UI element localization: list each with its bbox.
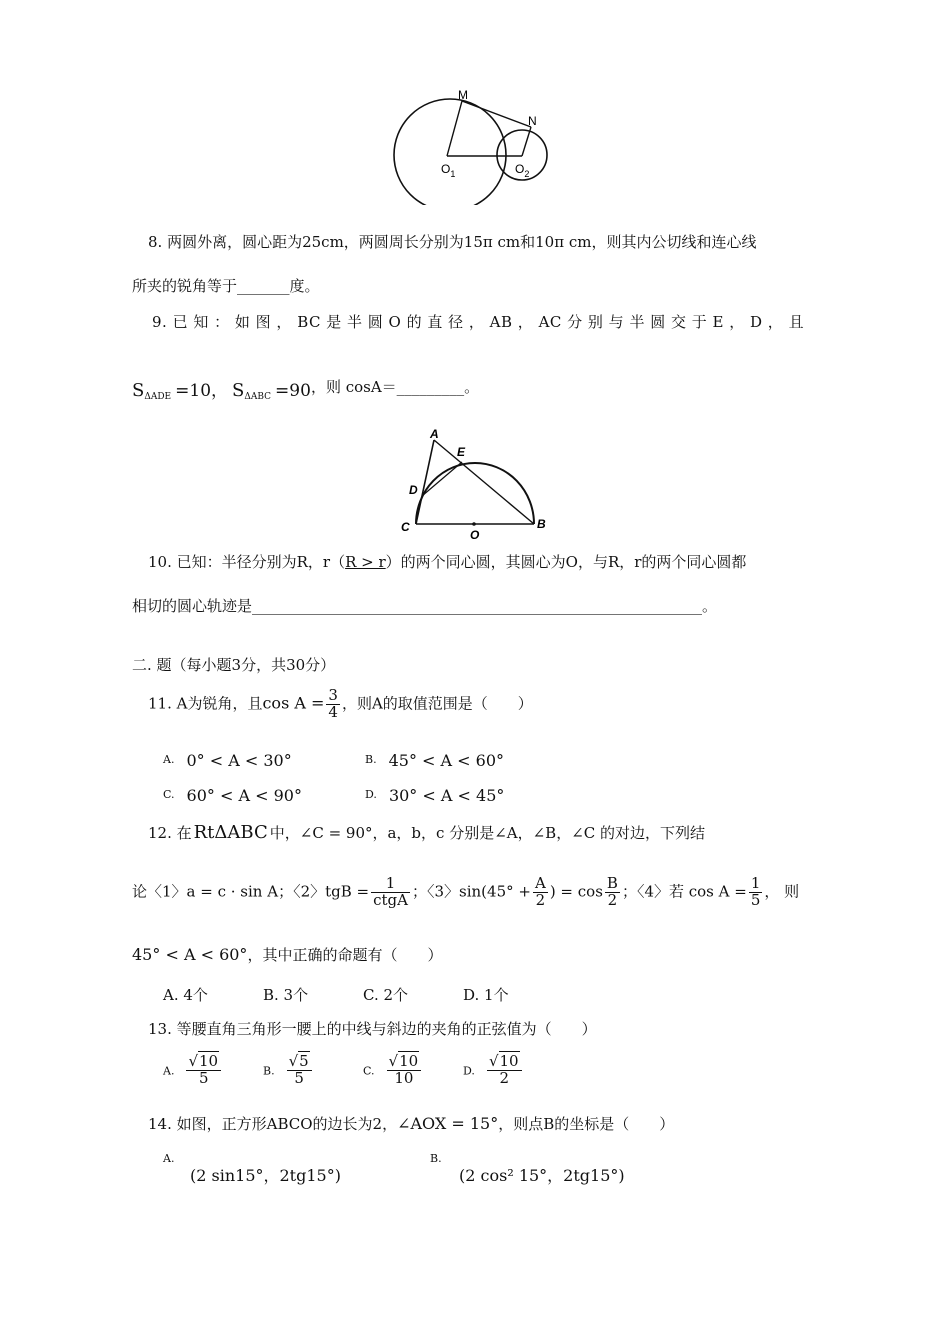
q13-option-c[interactable]: C. $\frac{√10}{10}$ bbox=[363, 1054, 423, 1087]
label-o1: $O_1$ bbox=[441, 162, 456, 179]
label-n: N bbox=[528, 114, 537, 128]
large-circle-o1 bbox=[394, 99, 506, 205]
q13-option-a[interactable]: A. $\frac{√10}{5}$ bbox=[163, 1054, 223, 1087]
q13-option-b[interactable]: B. $\frac{√5}{5}$ bbox=[263, 1054, 314, 1087]
radius-o2n bbox=[522, 127, 531, 156]
q11-option-c[interactable]: $^{C.}$ 60° < A < 90° bbox=[163, 786, 302, 805]
question-11: 11. A为锐角，且cos A = $\frac{3}{4}$ ，则A的取值范围是（ ） bbox=[148, 686, 533, 721]
label-e: E bbox=[457, 445, 466, 459]
q11-option-a[interactable]: $^{A.}$ 0° < A < 30° bbox=[163, 751, 292, 770]
label-c: C bbox=[401, 520, 410, 534]
question-9-line2: $S_{\Delta ADE} =10$， $S_{\Delta ABC} =90$，则 cosA＝_________。 bbox=[132, 378, 480, 402]
label-b: B bbox=[537, 517, 546, 531]
question-8-line1: 8. 两圆外离，圆心距为25cm，两圆周长分别为15π cm和10π cm，则其内公切线和连心线 bbox=[148, 233, 757, 251]
label-o2: $O_2$ bbox=[515, 162, 530, 179]
label-d: D bbox=[409, 483, 418, 497]
center-o-dot bbox=[472, 522, 476, 526]
question-12-line1: 12. 在 RtΔABC 中，∠C = 90°，a，b，c 分别是∠A，∠B，∠C 的对边，下列结 bbox=[148, 822, 706, 843]
question-12-line2: 论〈1〉a = c · sin A；〈2〉tgB = $\frac{1}{\text{ctgA}}$ ；〈3〉sin(45° + $\frac{A}{2}$ ) = cos $\frac{B}{2}$ ；〈4〉若 cos A = $\frac{1}{5}$ ， 则 bbox=[132, 874, 800, 909]
question-9-line1: 9. 已 知 ： 如 图 ， BC 是 半 圆 O 的 直 径 ， AB ， AC 分 别 与 半 圆 交 于 E ， D ， 且 bbox=[152, 313, 805, 331]
question-8-line2: 所夹的锐角等于_______度。 bbox=[132, 277, 320, 295]
q12-option-b[interactable]: B. 3个 bbox=[263, 986, 309, 1004]
q11-option-b[interactable]: $^{B.}$ 45° < A < 60° bbox=[365, 751, 505, 770]
section-2-heading: 二. 题（每小题3分，共30分） bbox=[132, 656, 336, 674]
radius-o1m bbox=[447, 101, 462, 156]
q12-option-c[interactable]: C. 2个 bbox=[363, 986, 409, 1004]
semicircle-arc bbox=[416, 463, 534, 524]
semicircle-figure bbox=[396, 424, 556, 542]
question-10-line2: 相切的圆心轨迹是____________________________________________________________。 bbox=[132, 597, 718, 615]
q14-option-b-label[interactable]: B. bbox=[430, 1152, 442, 1165]
q14-option-b[interactable]: (2 cos² 15°，2tg15°) bbox=[459, 1166, 625, 1185]
q12-option-a[interactable]: A. 4个 bbox=[163, 986, 208, 1004]
two-circles-figure bbox=[385, 85, 560, 205]
label-a: A bbox=[430, 427, 439, 441]
question-10-line1: 10. 已知：半径分别为R，r（R > r）的两个同心圆，其圆心为O，与R，r的两个同心圆都 bbox=[148, 553, 747, 571]
question-14: 14. 如图，正方形ABCO的边长为2，∠AOX = 15°，则点B的坐标是（ ） bbox=[148, 1114, 675, 1133]
q12-option-d[interactable]: D. 1个 bbox=[463, 986, 509, 1004]
q13-option-d[interactable]: D. $\frac{√10}{2}$ bbox=[463, 1054, 524, 1087]
q14-option-a[interactable]: (2 sin15°，2tg15°) bbox=[190, 1166, 341, 1185]
question-12-line3: 45° < A < 60°，其中正确的命题有（ ） bbox=[132, 945, 443, 964]
label-o: O bbox=[470, 528, 480, 542]
question-13: 13. 等腰直角三角形一腰上的中线与斜边的夹角的正弦值为（ ） bbox=[148, 1020, 597, 1038]
q11-option-d[interactable]: $^{D.}$ 30° < A < 45° bbox=[365, 786, 505, 805]
q14-option-a-label[interactable]: A. bbox=[163, 1152, 175, 1165]
label-m: M bbox=[458, 88, 468, 102]
